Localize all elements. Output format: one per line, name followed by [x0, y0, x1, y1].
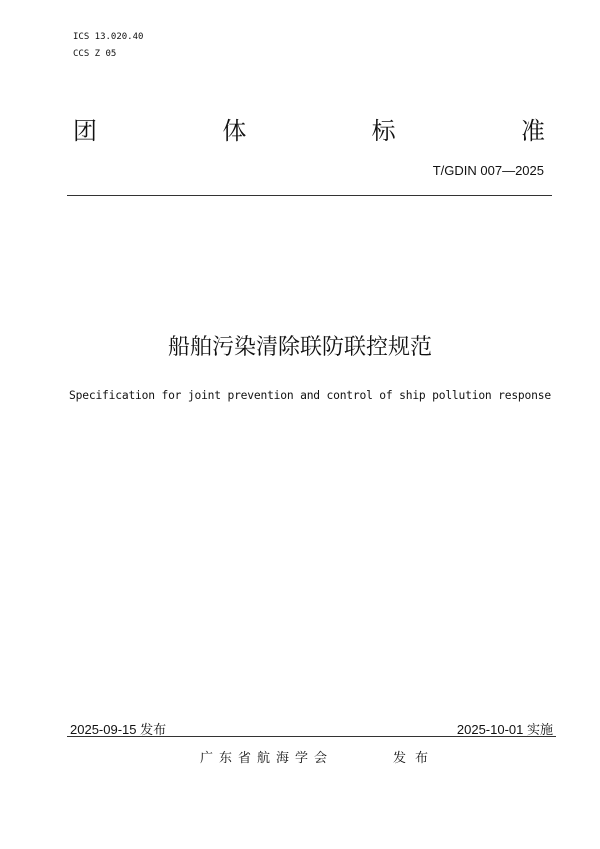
publisher-name: 广东省航海学会 — [200, 751, 334, 766]
doc-type-char: 团 — [73, 117, 97, 145]
title-chinese: 船舶污染清除联防联控规范 — [167, 335, 432, 360]
ics-code: ICS 13.020.40 — [73, 32, 144, 42]
document-type — [73, 116, 545, 146]
doc-type-char: 准 — [520, 117, 545, 145]
publish-date: 2025-09-15 发布 — [70, 722, 167, 737]
classification-codes — [73, 29, 143, 63]
document-number: T/GDIN 007—2025 — [432, 163, 544, 178]
title-english: Specification for joint prevention and control of ship pollution response — [69, 389, 551, 402]
publish-label: 发布 — [393, 751, 438, 766]
doc-type-char: 体 — [222, 117, 247, 145]
implement-date: 2025-10-01 实施 — [456, 722, 553, 737]
doc-type-char: 标 — [371, 117, 396, 145]
footer-divider — [67, 736, 556, 737]
header-divider — [67, 195, 552, 196]
ccs-code: CCS Z 05 — [73, 49, 117, 59]
